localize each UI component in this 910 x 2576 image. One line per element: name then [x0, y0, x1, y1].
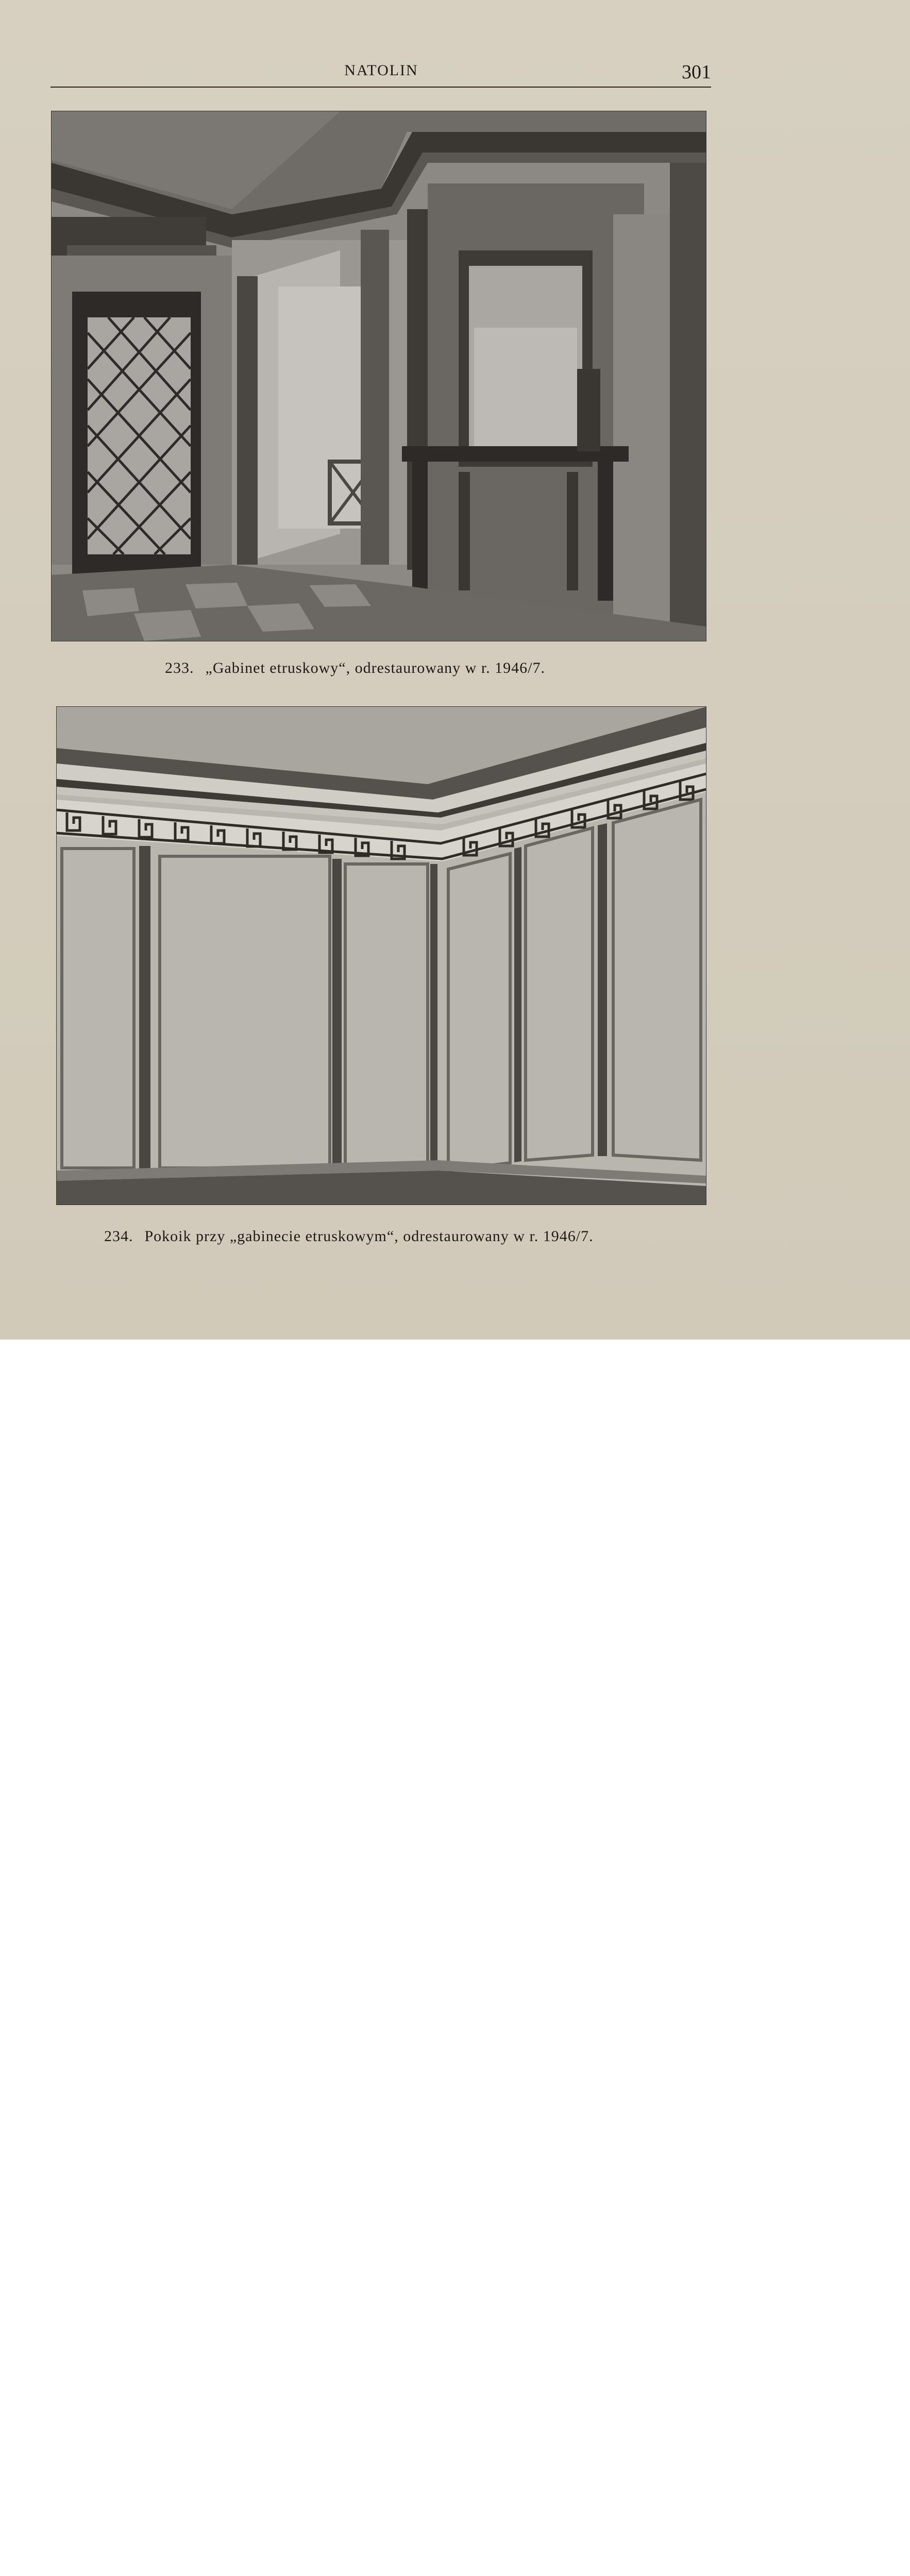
running-head	[0, 0, 910, 88]
digitization-footer	[0, 1340, 910, 1404]
caption-text: „Gabinet etruskowy“, odrestaurowany w r. 1946/7.	[205, 659, 546, 676]
page-number: 301	[682, 61, 711, 83]
photo-etruscan-cabinet	[52, 111, 706, 641]
photo-small-room	[57, 707, 706, 1205]
figure-number: 233.	[165, 659, 194, 676]
figure-caption-233	[165, 659, 545, 677]
running-head-title: NATOLIN	[344, 62, 418, 79]
header-rule	[50, 87, 711, 88]
figure-caption-234	[104, 1228, 594, 1245]
caption-text: Pokoik przy „gabinecie etruskowym“, odrestaurowany w r. 1946/7.	[144, 1228, 594, 1245]
figure-number: 234.	[104, 1228, 133, 1245]
